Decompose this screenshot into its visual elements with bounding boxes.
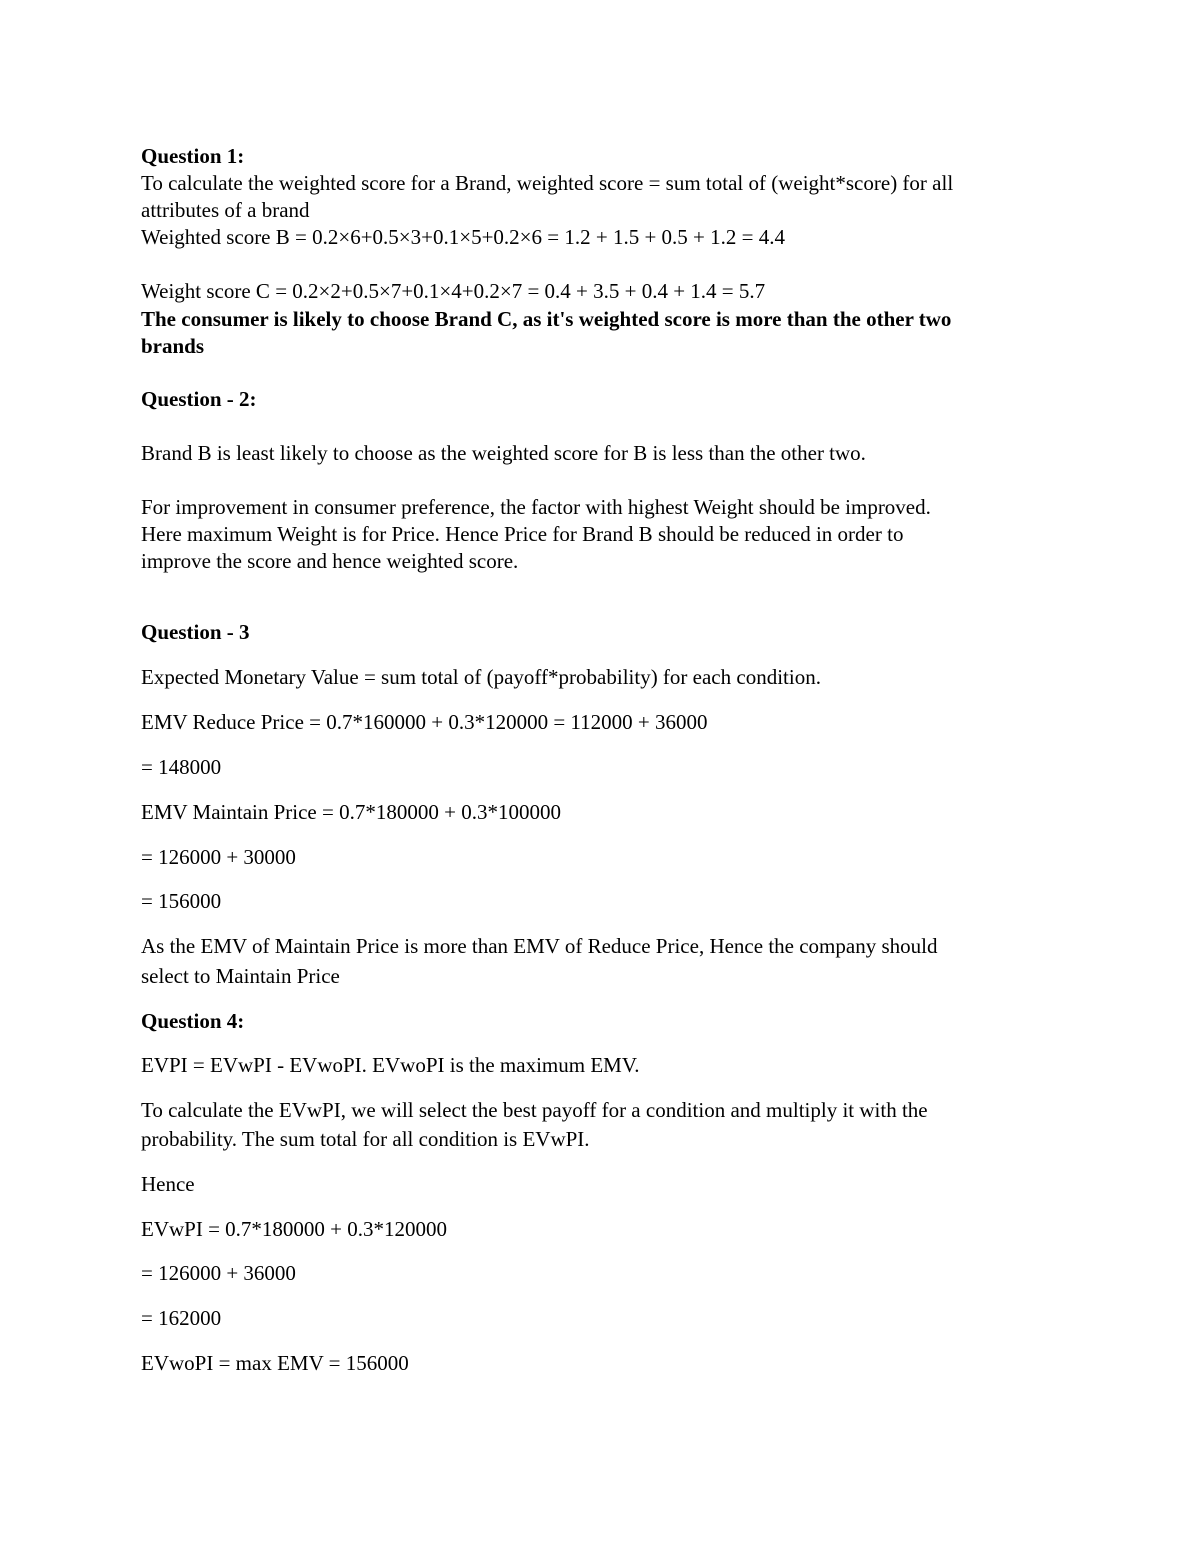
q3-heading: Question - 3: [141, 620, 250, 644]
q3-line-5: = 126000 + 30000: [141, 845, 296, 869]
q4-line-6: = 126000 + 36000: [141, 1261, 296, 1285]
q4-line-2: To calculate the EVwPI, we will select the best payoff for a condition and multiply it with the: [141, 1098, 928, 1122]
q3-line-4: EMV Maintain Price = 0.7*180000 + 0.3*100000: [141, 800, 561, 824]
q1-conclusion-2: brands: [141, 334, 205, 358]
q1-line-2: attributes of a brand: [141, 198, 310, 222]
q2-line-3: Here maximum Weight is for Price. Hence Price for Brand B should be reduced in order to: [141, 522, 904, 546]
q1-conclusion-1: The consumer is likely to choose Brand C, as it's weighted score is more than the other two: [141, 307, 952, 331]
q3-line-6: = 156000: [141, 889, 222, 913]
q1-line-1: To calculate the weighted score for a Brand, weighted score = sum total of (weight*score) for all: [141, 171, 954, 195]
q4-line-8: EVwoPI = max EMV = 156000: [141, 1351, 409, 1375]
q4-line-5: EVwPI = 0.7*180000 + 0.3*120000: [141, 1217, 448, 1241]
q4-line-7: = 162000: [141, 1306, 222, 1330]
q4-line-3: probability. The sum total for all condition is EVwPI.: [141, 1127, 590, 1151]
q4-line-1: EVPI = EVwPI - EVwoPI. EVwoPI is the maximum EMV.: [141, 1053, 640, 1077]
q2-heading: Question - 2:: [141, 387, 257, 411]
q1-line-3: Weighted score B = 0.2×6+0.5×3+0.1×5+0.2×6 = 1.2 + 1.5 + 0.5 + 1.2 = 4.4: [141, 225, 785, 249]
q2-line-1: Brand B is least likely to choose as the weighted score for B is less than the other two.: [141, 441, 866, 465]
q3-line-3: = 148000: [141, 755, 222, 779]
q3-line-8: select to Maintain Price: [141, 964, 340, 988]
q4-line-4: Hence: [141, 1172, 195, 1196]
q2-line-2: For improvement in consumer preference, the factor with highest Weight should be improved.: [141, 495, 931, 519]
q3-line-2: EMV Reduce Price = 0.7*160000 + 0.3*120000 = 112000 + 36000: [141, 710, 708, 734]
q3-line-7: As the EMV of Maintain Price is more than EMV of Reduce Price, Hence the company should: [141, 934, 938, 958]
q2-line-4: improve the score and hence weighted score.: [141, 549, 519, 573]
q1-heading: Question 1:: [141, 144, 245, 168]
q1-line-4: Weight score C = 0.2×2+0.5×7+0.1×4+0.2×7 = 0.4 + 3.5 + 0.4 + 1.4 = 5.7: [141, 279, 766, 303]
q4-heading: Question 4:: [141, 1009, 245, 1033]
q3-line-1: Expected Monetary Value = sum total of (payoff*probability) for each condition.: [141, 665, 821, 689]
